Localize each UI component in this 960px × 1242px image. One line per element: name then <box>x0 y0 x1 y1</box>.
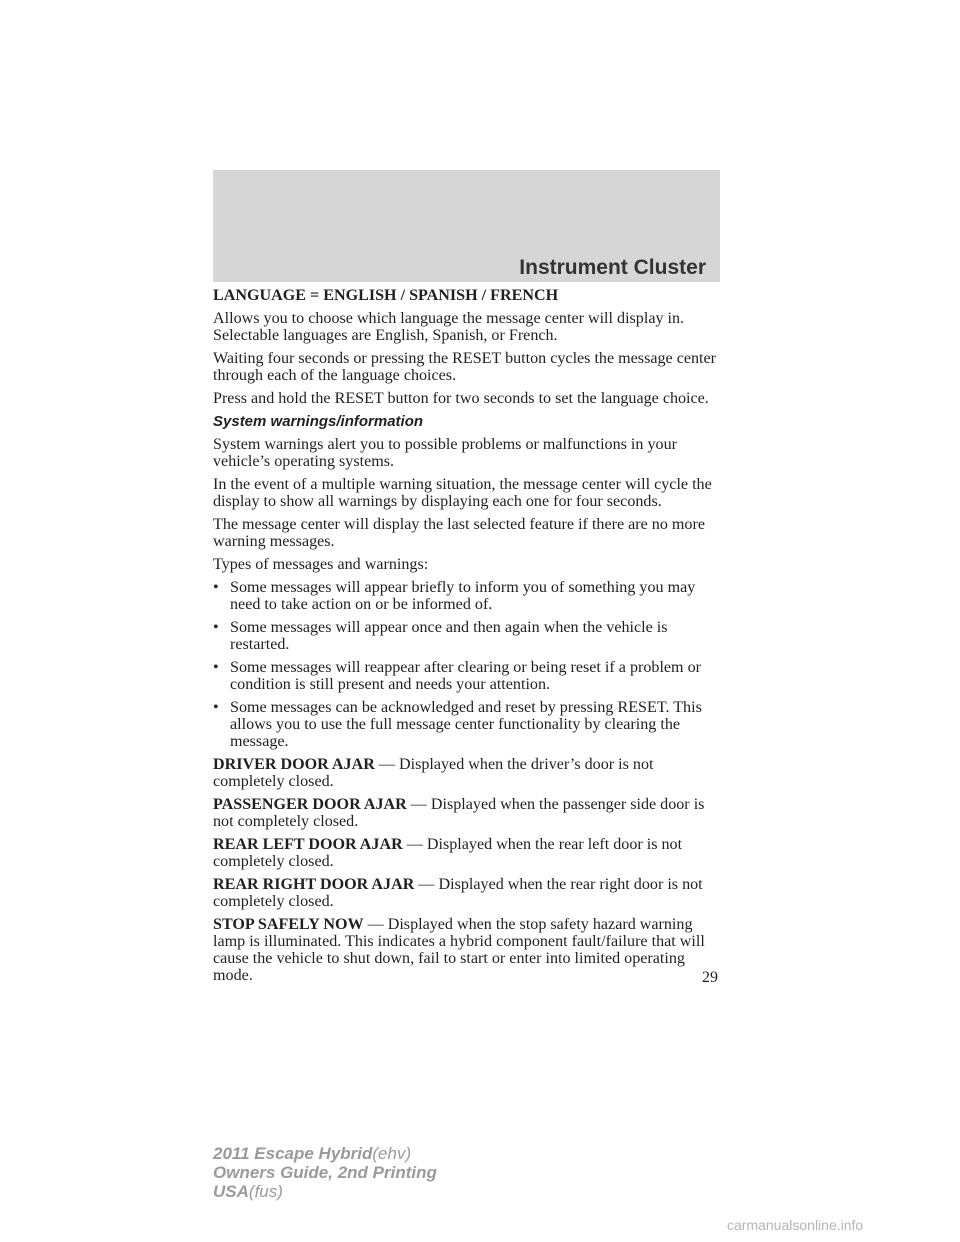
warning-entry <box>213 836 728 870</box>
warning-term: PASSENGER DOOR AJAR <box>213 796 407 813</box>
warning-entry <box>213 876 728 910</box>
footer-market: USA <box>213 1182 249 1201</box>
section-title: Instrument Cluster <box>519 256 706 279</box>
warning-term: REAR LEFT DOOR AJAR <box>213 836 403 853</box>
footer-line-2: Owners Guide, 2nd Printing <box>213 1163 437 1182</box>
language-heading: LANGUAGE = ENGLISH / SPANISH / FRENCH <box>213 287 559 304</box>
list-item-text: Some messages will appear once and then again when the vehicle is restarted. <box>230 619 668 653</box>
system-paragraph-2: In the event of a multiple warning situation, the message center will cycle the display to show all warnings by displaying each one for four seconds. <box>213 476 712 510</box>
watermark-text: carmanualsonline.info <box>727 1217 864 1233</box>
list-item-text: Some messages can be acknowledged and reset by pressing RESET. This allows you to use the full message center functionality by clearing the message. <box>230 699 702 750</box>
list-item <box>213 699 728 750</box>
page-content <box>213 287 728 990</box>
message-types-list <box>213 579 728 750</box>
warning-entry <box>213 916 728 984</box>
warning-description: — Displayed when the passenger side door is not completely closed. <box>213 796 705 830</box>
footer-market-code: (fus) <box>248 1182 283 1201</box>
footer-model-code: (ehv) <box>372 1144 412 1163</box>
warning-term: STOP SAFELY NOW <box>213 916 364 933</box>
language-paragraph-3: Press and hold the RESET button for two seconds to set the language choice. <box>213 390 709 407</box>
system-paragraph-3: The message center will display the last selected feature if there are no more warning messages. <box>213 516 705 550</box>
types-intro: Types of messages and warnings: <box>213 556 429 573</box>
language-paragraph-1: Allows you to choose which language the message center will display in. Selectable languages are English, Spanish, or French. <box>213 310 685 344</box>
warning-term: DRIVER DOOR AJAR <box>213 756 375 773</box>
footer-line-3 <box>213 1182 437 1201</box>
system-warnings-heading: System warnings/information <box>213 413 424 430</box>
warning-entry <box>213 796 728 830</box>
warning-description: — Displayed when the rear left door is not completely closed. <box>213 836 683 870</box>
bullet-icon: • <box>213 699 219 716</box>
page-number: 29 <box>702 969 718 986</box>
bullet-icon: • <box>213 659 219 676</box>
warning-term: REAR RIGHT DOOR AJAR <box>213 876 415 893</box>
bullet-icon: • <box>213 619 219 636</box>
system-paragraph-1: System warnings alert you to possible problems or malfunctions in your vehicle’s operating systems. <box>213 436 677 470</box>
list-item-text: Some messages will reappear after clearing or being reset if a problem or condition is still present and needs your attention. <box>230 659 702 693</box>
list-item <box>213 659 728 693</box>
warning-description: — Displayed when the rear right door is not completely closed. <box>213 876 703 910</box>
footer-line-1 <box>213 1144 437 1163</box>
document-footer <box>213 1144 437 1201</box>
list-item-text: Some messages will appear briefly to inform you of something you may need to take action on or be informed of. <box>230 579 696 613</box>
warning-description: — Displayed when the driver’s door is not completely closed. <box>213 756 654 790</box>
list-item <box>213 579 728 613</box>
footer-model: 2011 Escape Hybrid <box>213 1144 373 1163</box>
bullet-icon: • <box>213 579 219 596</box>
warning-description: — Displayed when the stop safety hazard warning lamp is illuminated. This indicates a hybrid component fault/failure that will cause the vehicle to shut down, fail to start or enter into limited operating mode. <box>213 916 705 984</box>
language-paragraph-2: Waiting four seconds or pressing the RESET button cycles the message center through each of the language choices. <box>213 350 716 384</box>
warning-entry <box>213 756 728 790</box>
list-item <box>213 619 728 653</box>
section-header-band <box>213 170 720 282</box>
